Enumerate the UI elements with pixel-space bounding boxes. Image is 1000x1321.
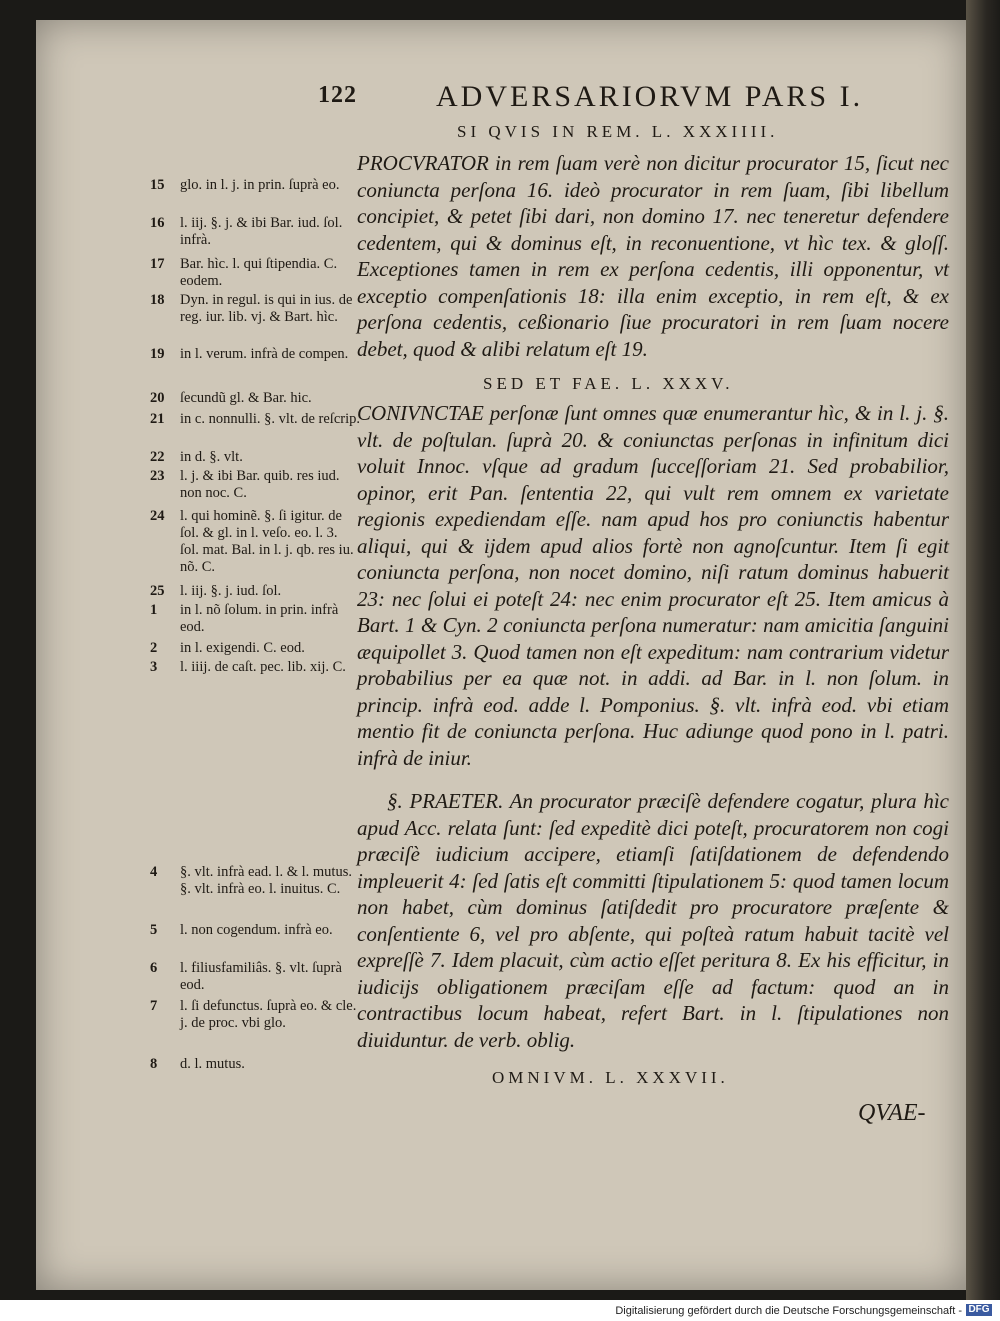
page-number: 122	[318, 82, 357, 108]
section-heading: SI QVIS IN REM. L. XXXIIII.	[457, 122, 779, 141]
section-heading: SED ET FAE. L. XXXV.	[483, 374, 734, 393]
section-paragraph: §. PRAETER. An procurator præciſè defendere cogatur, plura hìc apud Acc. relata ſunt: ſed expeditè dici poteſt, procuratorem non cogi præciſè iudicium accipere, etiamſi ſatiſdationem de defendendo impleuerit 4: ſed ſatis eſt committi ſtipulationem 5: quod tamen locum non habet, cùm dominus ſatiſdedit pro procuratore præſente & conſentiente 6, vel pro abſente, qui poſteà ratum habuit tacitè vel expreſſè 7. Idem placuit, cùm actio eſſet peritura 8. Ex his efficitur, in iudicijs obligationem præciſam eſſe ad factum: quod an in contractibus locum habeat, refert Bart. in l. ſtipulationes non diuiduntur. de verb. oblig.	[357, 789, 949, 1052]
section-paragraph: PROCVRATOR in rem ſuam verè non dicitur procurator 15, ſicut nec coniuncta perſona 16. ideò procurator in rem ſuam, ſibi libellum concipiet, & petet ſibi dari, non domino 17. nec teneretur defendere cedentem, qui & dominus eſt, in reconuentione, vt hìc tex. & gloſſ. Exceptiones tamen in rem ex perſona cedentis, illi opponentur, vt exceptio compenſationis 18: illa enim exceptio, in rem eſt, & ex perſona cedentis, ceßionario ſiue procuratori in rem ſuam nocere debet, quod & alibi relatum eſt 19.	[357, 151, 949, 361]
dfg-logo: DFG	[966, 1304, 992, 1316]
book-gutter	[966, 0, 1000, 1300]
section-paragraph: CONIVNCTAE perſonæ ſunt omnes quæ enumerantur hìc, & in l. j. §. vlt. de poſtulan. ſuprà 20. & coniunctas perſonas in infinitum dici voluit Innoc. vſque ad gradum ſucceſſoriam 21. Sed probabilior, opinor, erit Pan. ſententia 22, qui vult rem omnem ex varietate regionis expediendam eſſe. nam apud hos pro coniunctis habentur aliqui, qui & ijdem apud alios fortè non agnoſcuntur. Item ſi egit coniuncta perſona, non nocet domino, niſi ratum dominus habuerit 23: nec ſolui ei poteſt 24: nec enim procurator eſt 25. Item amicus à Bart. 1 & Cyn. 2 coniuncta perſona numeratur: nam amicitia ſanguini æquipollet 3. Quod tamen non eſt expeditum: nam contrarium videtur probabilius per ea quæ not. in addi. ad Bar. in l. non ſolum. in princip. infrà eod. adde l. Pomponius. §. vlt. infrà eod. vbi etiam mentio fit de coniuncta perſona. Huc adiunge quod pono in l. patri. infrà de iniur.	[357, 401, 949, 770]
footer-credit: Digitalisierung gefördert durch die Deutsche Forschungsgemeinschaft -	[615, 1305, 962, 1317]
running-title: ADVERSARIORVM PARS I.	[436, 80, 864, 113]
section-heading: OMNIVM. L. XXXVII.	[492, 1068, 729, 1087]
catchword: QVAE-	[858, 1100, 926, 1126]
